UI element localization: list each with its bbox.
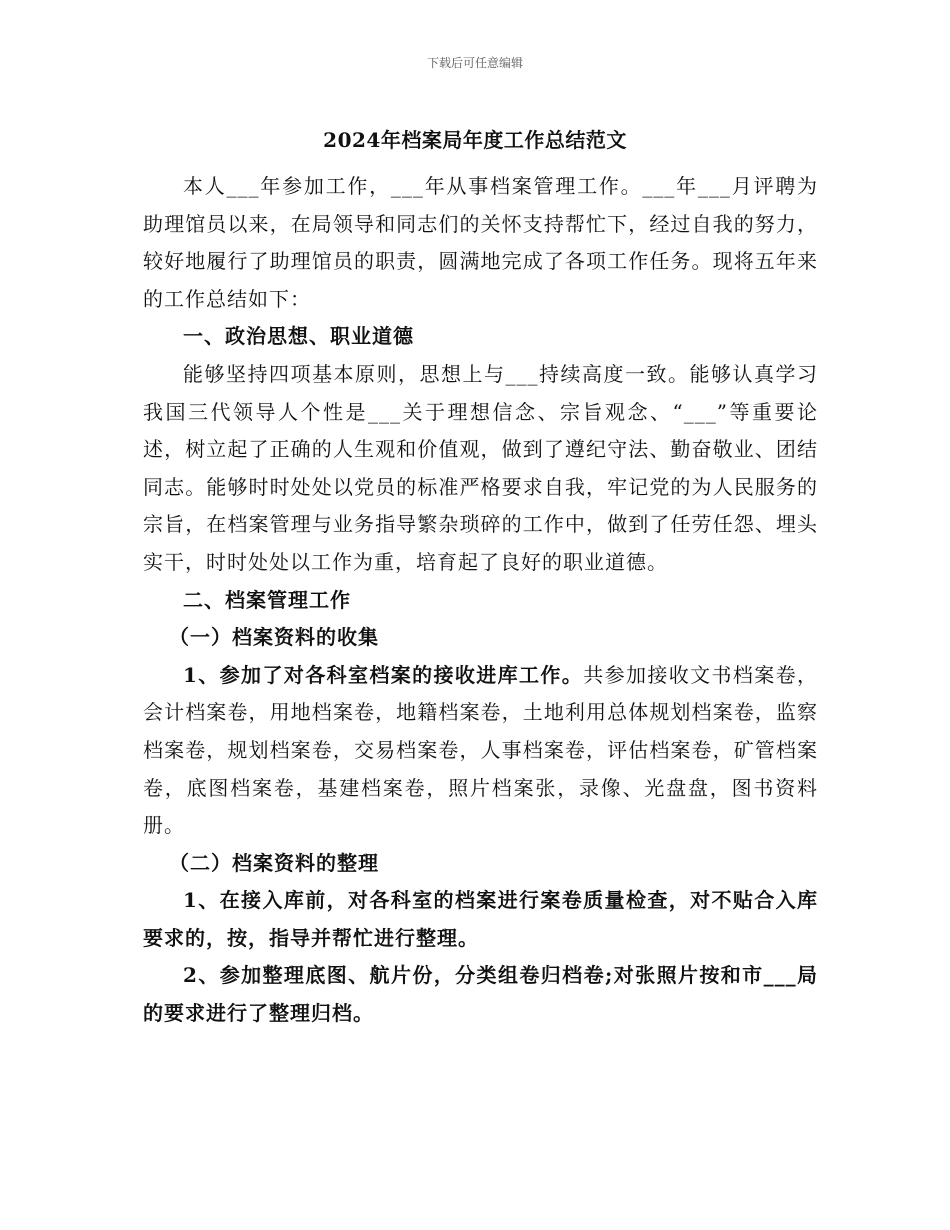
paragraph-intro: 本人___年参加工作，___年从事档案管理工作。___年___月评聘为助理馆员以来，在局领导和同志们的关怀支持帮忙下，经过自我的努力，较好地履行了助理馆员的职责，圆满地完成了各项工作任务。现将五年来的工作总结如下： xyxy=(143,174,818,311)
paragraph-collection-lead: 1、参加了对各科室档案的接收进库工作。 xyxy=(183,662,584,687)
paragraph-politics: 能够坚持四项基本原则，思想上与___持续高度一致。能够认真学习我国三代领导人个性是___关于理想信念、宗旨观念、“___”等重要论述，树立起了正确的人生观和价值观，做到了遵纪守法、勤奋敬业、团结同志。能够时时处处以党员的标准严格要求自我，牢记党的为人民服务的宗旨，在档案管理与业务指导繁杂琐碎的工作中，做到了任劳任怨、埋头实干，时时处处以工作为重，培育起了良好的职业道德。 xyxy=(143,361,818,574)
section-heading-politics: 一、政治思想、职业道德 xyxy=(183,324,414,349)
section-heading-archives: 二、档案管理工作 xyxy=(183,587,351,612)
paragraph-collection-text: 共参加接收文书档案卷，会计档案卷，用地档案卷，地籍档案卷，土地利用总体规划档案卷，监察档案卷，规划档案卷，交易档案卷，人事档案卷，评估档案卷，矿管档案卷，底图档案卷，基建档案卷，照片档案张，录像、光盘盘，图书资料册。 xyxy=(143,662,819,838)
paragraph-collection xyxy=(143,657,818,845)
paragraph-organizing-2: 2、参加整理底图、航片份，分类组卷归档卷;对张照片按和市___局的要求进行了整理归档。 xyxy=(143,963,818,1026)
paragraph-organizing-1: 1、在接入库前，对各科室的档案进行案卷质量检查，对不贴合入库要求的，按，指导并帮忙进行整理。 xyxy=(143,888,818,950)
document-body xyxy=(143,168,818,1033)
subsection-heading-collection: （一）档案资料的收集 xyxy=(169,625,379,650)
document-title: 2024年档案局年度工作总结范文 xyxy=(323,128,627,152)
subsection-heading-organizing: （二）档案资料的整理 xyxy=(169,850,379,875)
header-note: 下载后可任意编辑 xyxy=(426,56,523,70)
